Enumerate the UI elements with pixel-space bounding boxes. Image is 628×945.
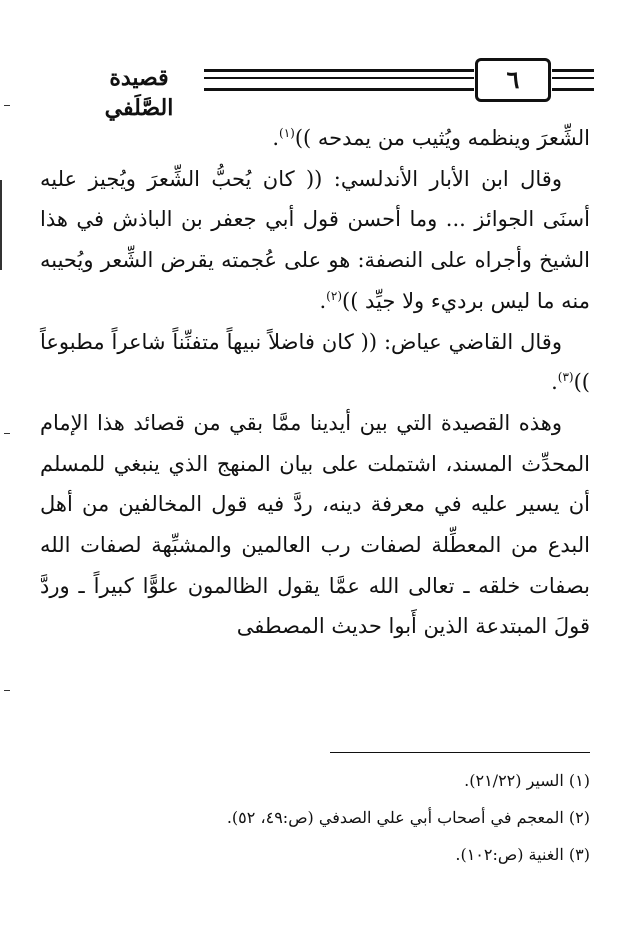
scan-margin-mark	[0, 180, 2, 270]
scan-tick	[4, 433, 10, 434]
footnote-ref-2: (٢)	[326, 288, 342, 303]
scan-tick	[4, 690, 10, 691]
paragraph-ibn-al-abbar: وقال ابن الأبار الأندلسي: (( كان يُحبُّ الشِّعرَ ويُجيز عليه أسنَى الجوائز ... وما أحسن قول أبي جعفر بن الباذش في هذا الشيخ وأجراه على النصفة: هو على عُجمته يقرض الشِّعر ويُحيبه منه ما ليس برديء ولا جيِّد ))$^{(٢)}$.	[40, 166, 590, 313]
scan-tick	[4, 105, 10, 106]
page-number-box	[475, 58, 551, 102]
footnote-3: (٣) الغنية (ص:١٠٢).	[455, 845, 590, 864]
footnotes	[40, 762, 590, 873]
main-text	[40, 118, 590, 647]
footnote-ref-3: (٣)	[557, 370, 574, 385]
paragraph-qadi-iyad: وقال القاضي عياض: (( كان فاضلاً نبيهاً متفنِّناً شاعراً مطبوعاً ))$^{(٣)}$.	[40, 329, 590, 395]
page-number: ٦	[506, 65, 520, 94]
paragraph-qasida-intro: وهذه القصيدة التي بين أيدينا ممَّا بقي من قصائد هذا الإمام المحدِّث المسند، اشتملت على بيان المنهج الذي ينبغي للمسلم أن يسير عليه في معرفة دينه، ردَّ فيه قول المخالفين من أهل البدع من المعطِّلة لصفات رب العالمين والمشبِّهة لصفات الله بصفات خلقه ـ تعالى الله عمَّا يقول الظالمون علوًّا كبيراً ـ وردَّ قولَ المبتدعة الذين أَبوا حديث المصطفى	[40, 410, 590, 639]
running-title: قصيدة الصَّلَفي	[104, 65, 174, 121]
footnote-2: (٢) المعجم في أصحاب أبي علي الصدفي (ص:٤٩، ٥٢).	[226, 808, 590, 827]
footnote-1: (١) السير (٢١/٢٢).	[464, 771, 590, 790]
text-line-1: الشِّعرَ وينظمه ويُثيب من يمدحه ))$^{(١)}$.	[272, 126, 590, 150]
footnote-ref-1: (١)	[279, 126, 295, 140]
footnote-separator	[330, 752, 590, 753]
header-rule-left	[204, 69, 474, 91]
header-rule-right	[552, 69, 594, 91]
